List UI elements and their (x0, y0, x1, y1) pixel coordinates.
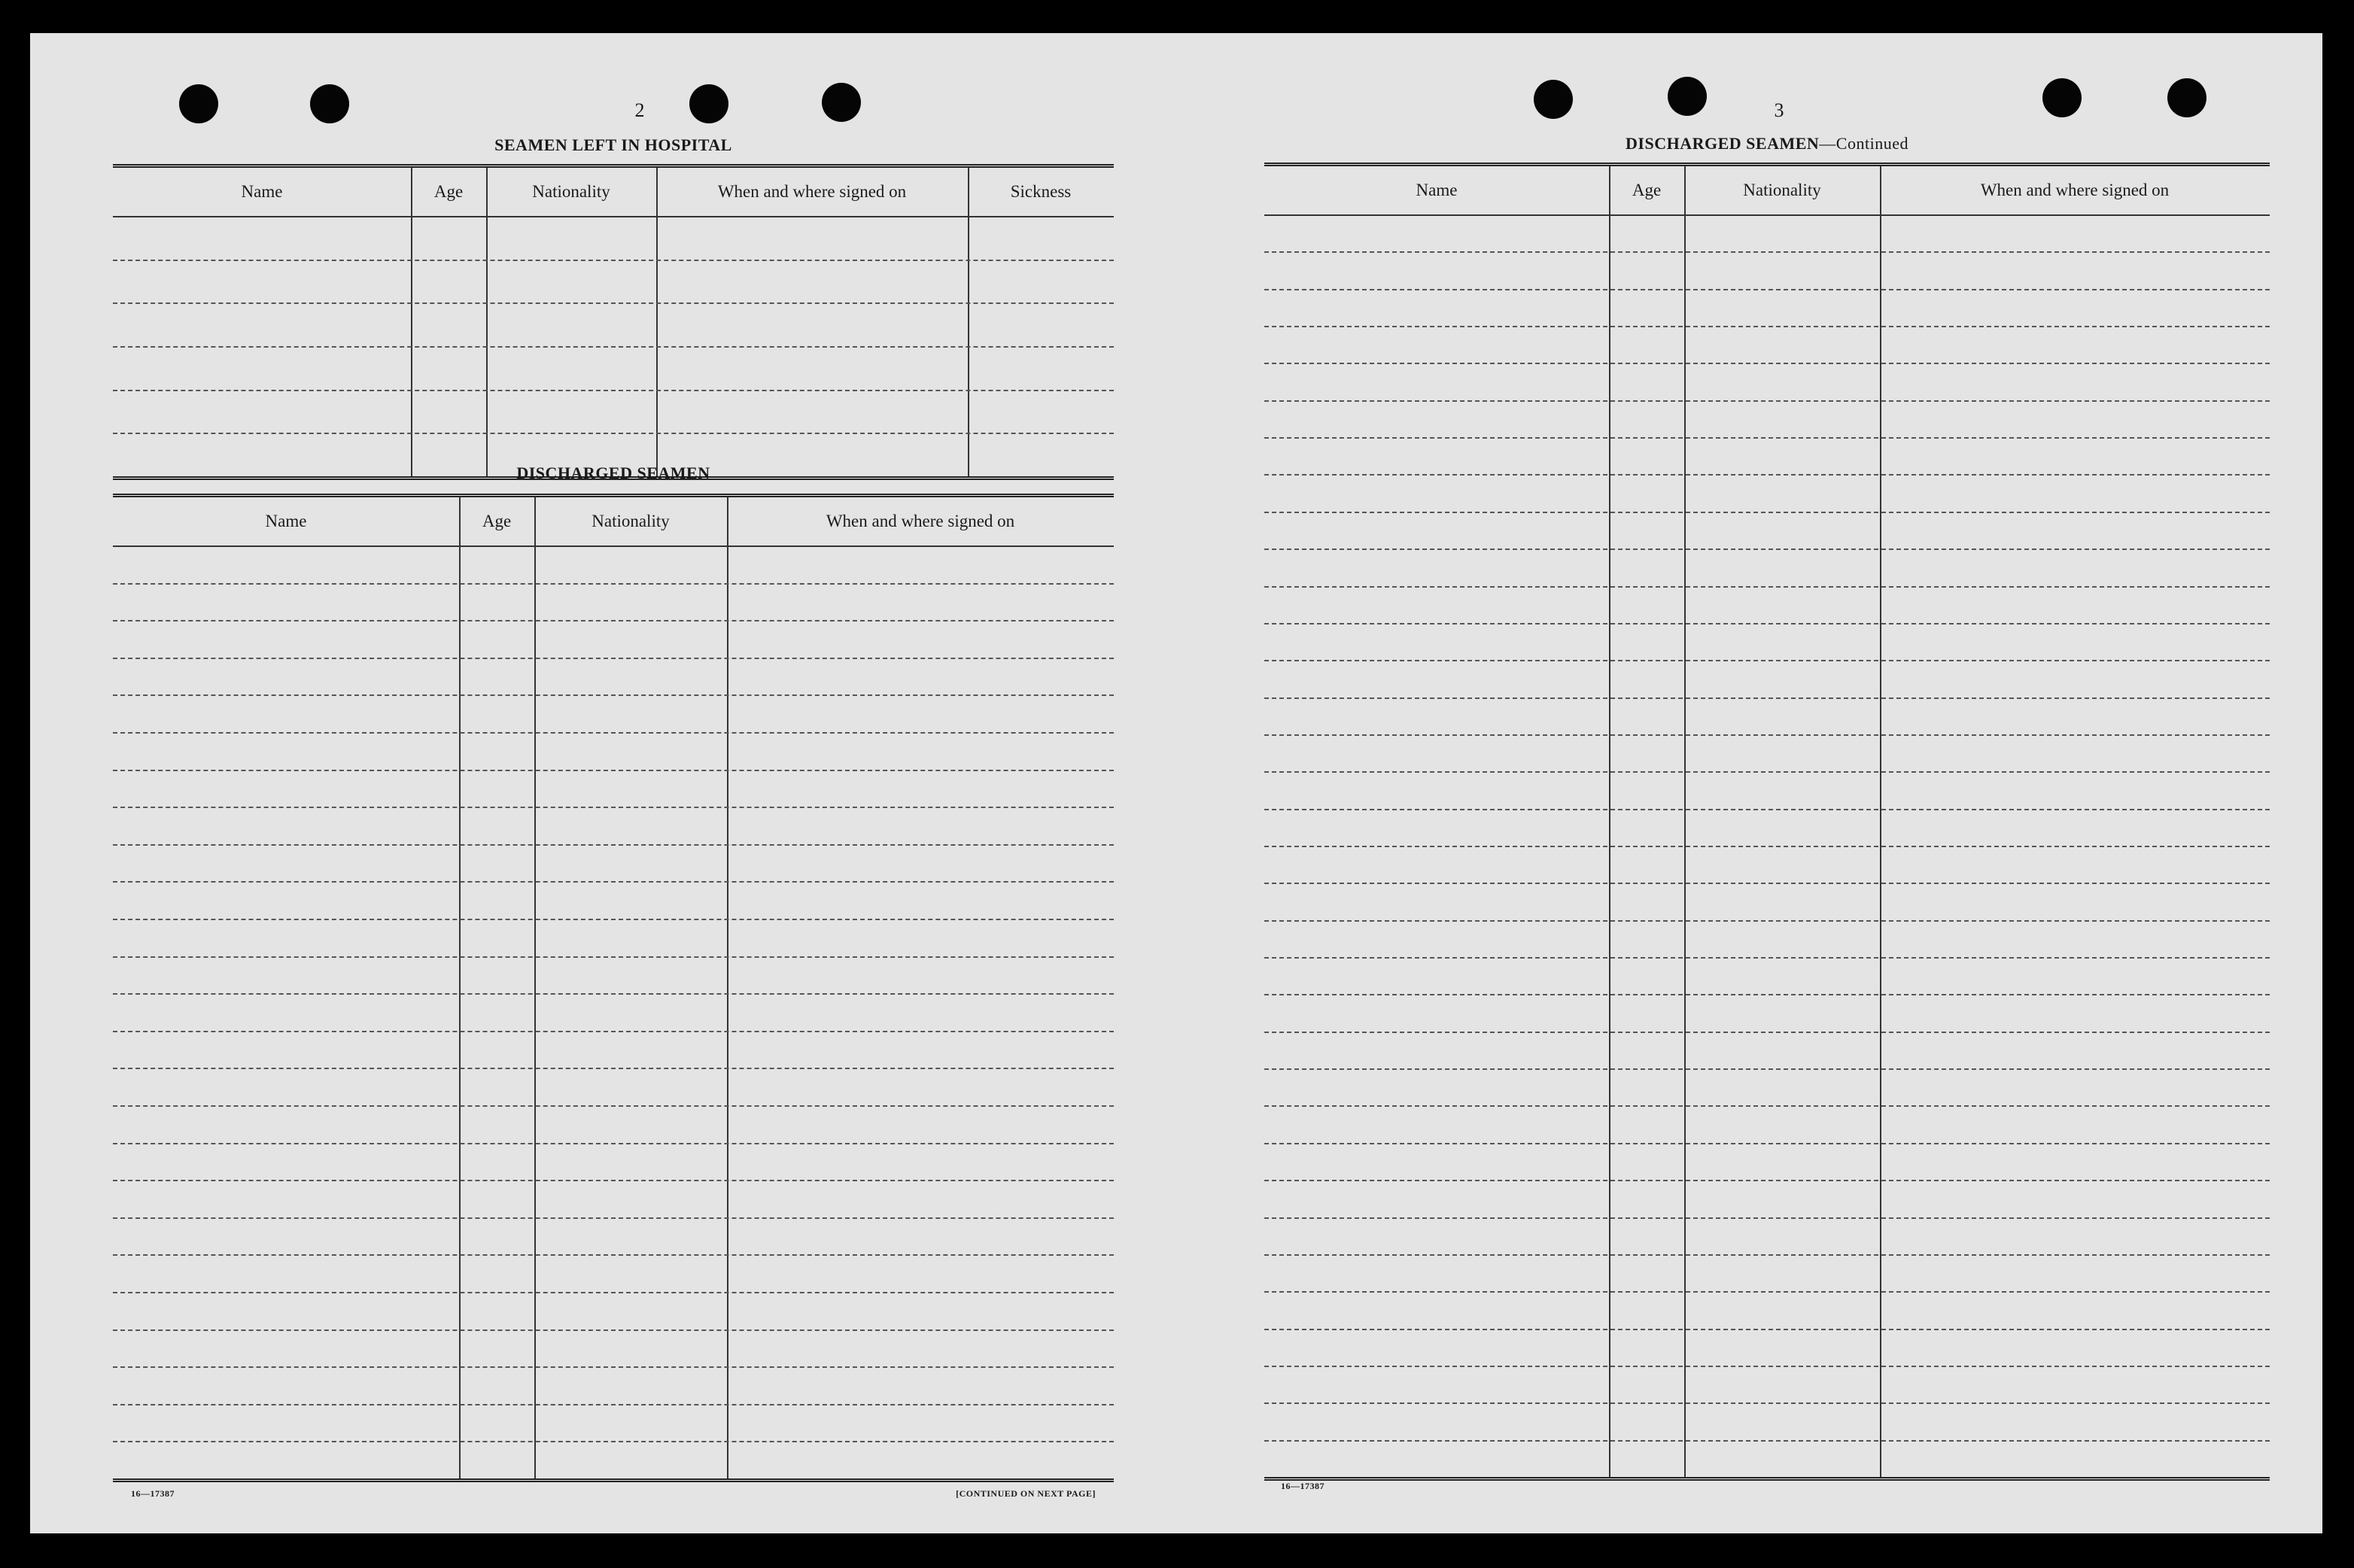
table-row (1264, 883, 2270, 884)
header-when-where: When and where signed on (1980, 181, 2170, 199)
page-number: 3 (1774, 99, 1784, 121)
hospital-section-title: SEAMEN LEFT IN HOSPITAL (494, 135, 732, 154)
table-row (113, 346, 1114, 348)
header-name: Name (1416, 181, 1458, 199)
table-row (1264, 957, 2270, 959)
table-row (113, 1366, 1114, 1368)
column-divider (486, 168, 488, 476)
left-page (113, 33, 1114, 1533)
discharged-continued-title (1264, 134, 2270, 153)
table-row (113, 1068, 1114, 1069)
table-row (1264, 512, 2270, 513)
table-row (1264, 474, 2270, 476)
column-divider (968, 168, 969, 476)
table-row (1264, 809, 2270, 810)
table-row (1264, 1440, 2270, 1442)
table-row (1264, 1105, 2270, 1107)
table-row (1264, 326, 2270, 327)
table-row (1264, 660, 2270, 661)
page-number: 2 (634, 99, 645, 121)
table-row (113, 993, 1114, 995)
title-suffix: —Continued (1819, 134, 1908, 153)
table-row (113, 1329, 1114, 1331)
table-row (1264, 697, 2270, 699)
table-row (1264, 1143, 2270, 1144)
table-row (113, 433, 1114, 434)
table-row (1264, 1366, 2270, 1367)
table-row (1264, 1402, 2270, 1404)
table-header (113, 168, 1114, 217)
table-header (113, 497, 1114, 547)
header-age: Age (433, 182, 464, 201)
header-name: Name (241, 182, 283, 201)
discharged-section-title: DISCHARGED SEAMEN (516, 463, 710, 482)
table-row (1264, 994, 2270, 995)
right-page (1264, 33, 2270, 1533)
column-divider (656, 168, 658, 476)
table-row (1264, 251, 2270, 253)
column-divider (459, 497, 461, 1478)
document-sheet (30, 33, 2322, 1533)
header-age: Age (482, 512, 512, 530)
table-row (113, 1217, 1114, 1219)
header-nationality: Nationality (592, 512, 670, 530)
table-row (1264, 437, 2270, 439)
header-age: Age (1632, 181, 1662, 199)
table-row (1264, 1217, 2270, 1219)
table-row (113, 919, 1114, 920)
table-row (1264, 586, 2270, 588)
table-row (113, 390, 1114, 391)
table-row (113, 770, 1114, 771)
table-row (113, 583, 1114, 585)
table-header (1264, 166, 2270, 216)
column-divider (727, 497, 728, 1478)
table-row (1264, 623, 2270, 624)
table-row (1264, 1068, 2270, 1070)
table-row (1264, 1032, 2270, 1033)
table-row (1264, 1180, 2270, 1181)
table-row (113, 956, 1114, 958)
table-row (113, 881, 1114, 883)
title-main: DISCHARGED SEAMEN (1626, 134, 1820, 153)
column-divider (534, 497, 536, 1478)
header-nationality: Nationality (1743, 181, 1821, 199)
discharged-table (113, 494, 1114, 1482)
table-row (113, 1441, 1114, 1442)
table-row (113, 694, 1114, 696)
table-row (113, 620, 1114, 621)
table-row (113, 1031, 1114, 1032)
table-row (1264, 548, 2270, 550)
table-row (113, 1143, 1114, 1144)
table-row (113, 732, 1114, 734)
table-row (113, 1105, 1114, 1107)
header-sickness: Sickness (1010, 182, 1072, 201)
column-divider (411, 168, 412, 476)
header-when-where: When and where signed on (717, 182, 907, 201)
table-row (1264, 920, 2270, 922)
form-number: 16—17387 (1281, 1481, 1325, 1491)
table-row (1264, 771, 2270, 773)
table-row (113, 844, 1114, 846)
table-row (113, 302, 1114, 304)
table-row (113, 658, 1114, 659)
table-row (1264, 1254, 2270, 1256)
continued-note: [CONTINUED ON NEXT PAGE] (956, 1488, 1096, 1499)
table-row (1264, 289, 2270, 290)
header-nationality: Nationality (532, 182, 610, 201)
hospital-table (113, 164, 1114, 480)
header-when-where: When and where signed on (826, 512, 1015, 530)
table-row (113, 1180, 1114, 1181)
table-row (1264, 734, 2270, 736)
table-row (1264, 1291, 2270, 1293)
table-row (113, 260, 1114, 261)
table-row (113, 1292, 1114, 1293)
table-row (1264, 400, 2270, 402)
table-row (1264, 363, 2270, 364)
table-row (1264, 846, 2270, 847)
table-row (113, 1404, 1114, 1405)
discharged-continued-table (1264, 163, 2270, 1481)
form-number: 16—17387 (131, 1488, 175, 1499)
header-name: Name (265, 512, 307, 530)
table-row (1264, 1329, 2270, 1330)
table-row (113, 807, 1114, 808)
table-row (113, 1254, 1114, 1256)
